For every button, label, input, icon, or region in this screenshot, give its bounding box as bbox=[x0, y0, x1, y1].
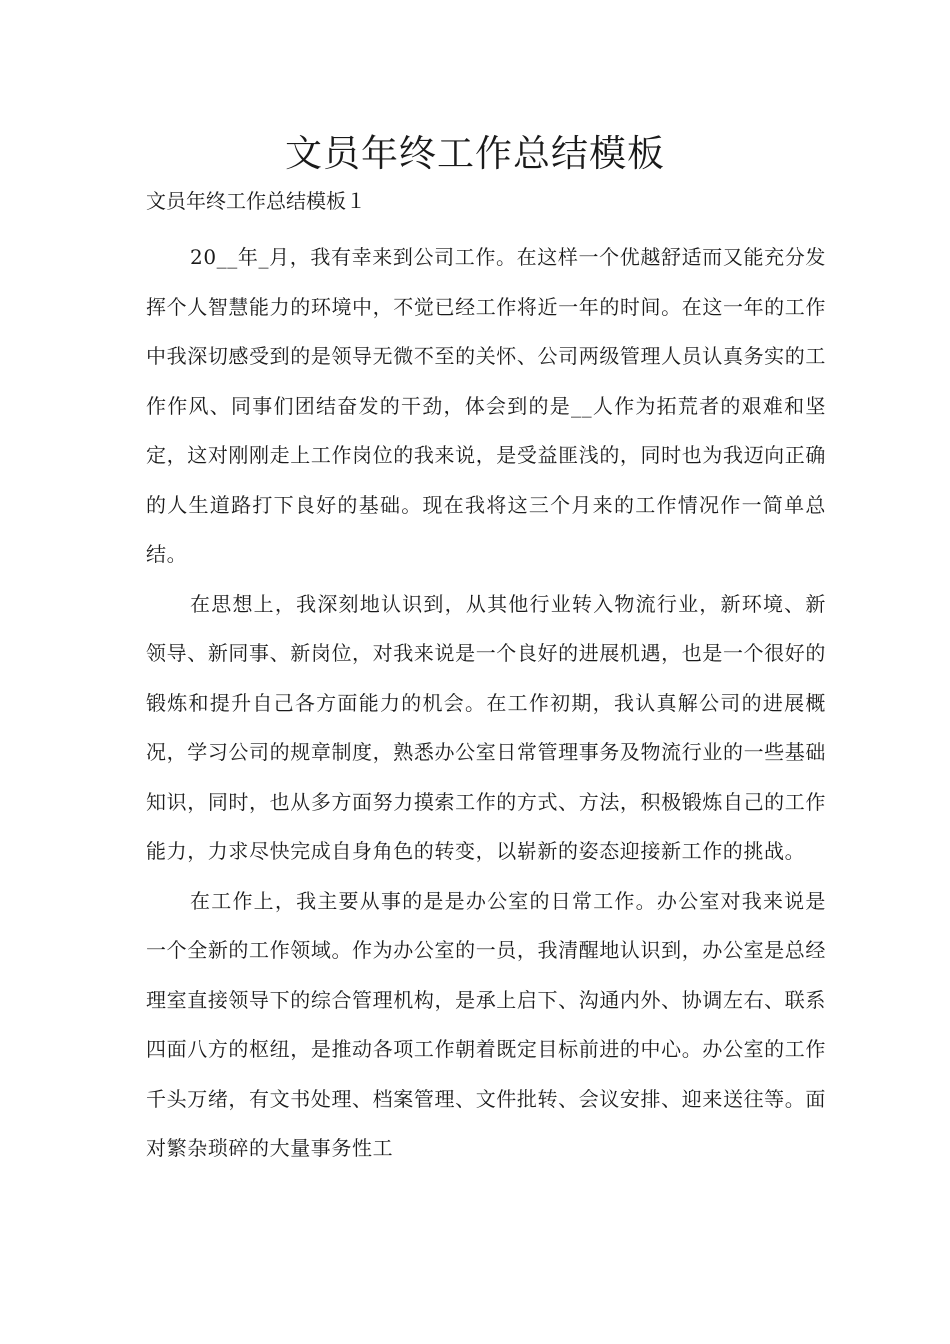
paragraph-thinking: 在思想上，我深刻地认识到，从其他行业转入物流行业，新环境、新领导、新同事、新岗位，对我来说是一个良好的进展机遇，也是一个很好的锻炼和提升自己各方面能力的机会。在工作初期，我认真解公司的进展概况，学习公司的规章制度，熟悉办公室日常管理事务及物流行业的一些基础知识，同时，也从多方面努力摸索工作的方式、方法，积极锻炼自己的工作能力，力求尽快完成自身角色的转变，以崭新的姿态迎接新工作的挑战。 bbox=[146, 591, 826, 863]
document-title: 文员年终工作总结模板 bbox=[285, 132, 665, 175]
paragraph-intro: 20__年_月，我有幸来到公司工作。在这样一个优越舒适而又能充分发挥个人智慧能力的环境中，不觉已经工作将近一年的时间。在这一年的工作中我深切感受到的是领导无微不至的关怀、公司两级管理人员认真务实的工作作风、同事们团结奋发的干劲，体会到的是__人作为拓荒者的艰难和坚定，这对刚刚走上工作岗位的我来说，是受益匪浅的，同时也为我迈向正确的人生道路打下良好的基础。现在我将这三个月来的工作情况作一简单总结。 bbox=[146, 245, 826, 566]
document-subtitle: 文员年终工作总结模板１ bbox=[146, 189, 366, 213]
paragraph-work: 在工作上，我主要从事的是是办公室的日常工作。办公室对我来说是一个全新的工作领域。作为办公室的一员，我清醒地认识到，办公室是总经理室直接领导下的综合管理机构，是承上启下、沟通内外、协调左右、联系四面八方的枢纽，是推动各项工作朝着既定目标前进的中心。办公室的工作千头万绪，有文书处理、档案管理、文件批转、会议安排、迎来送往等。面对繁杂琐碎的大量事务性工 bbox=[146, 888, 826, 1160]
document-body bbox=[146, 233, 826, 1174]
